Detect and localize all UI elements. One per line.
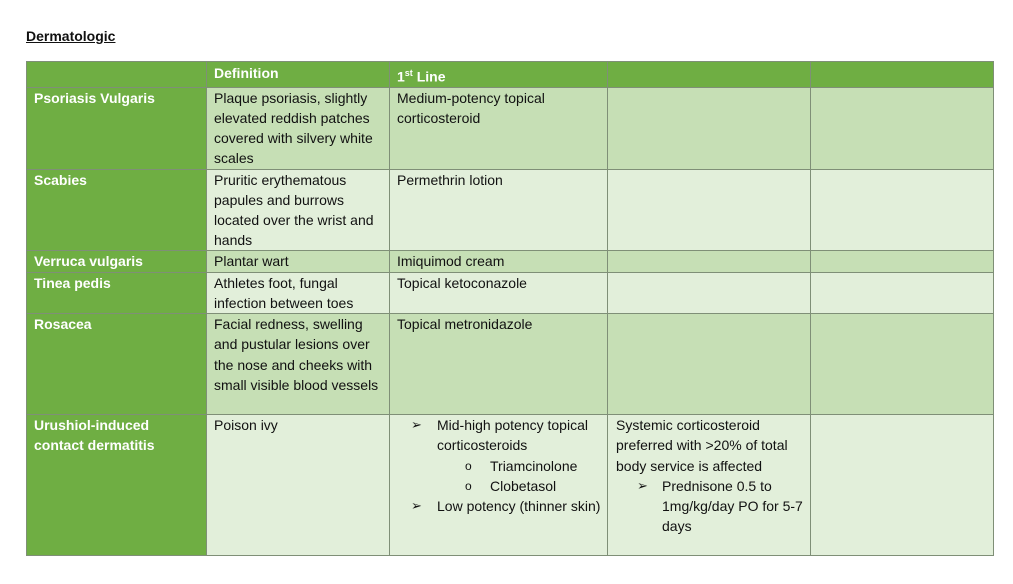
definition-cell: Facial redness, swelling and pustular lesions over the nose and cheeks with small visible blood vessels <box>207 314 390 415</box>
first-line-cell: Medium-potency topical corticosteroid <box>390 87 608 169</box>
systemic-text: Systemic corticosteroid preferred with >20% of total body service is affected <box>616 417 788 474</box>
empty-cell <box>608 169 811 251</box>
empty-cell <box>811 415 994 556</box>
definition-cell: Plaque psoriasis, slightly elevated reddish patches covered with silvery white scales <box>207 87 390 169</box>
list-item: ➢ Low potency (thinner skin) <box>390 496 603 516</box>
dermatologic-table <box>26 61 994 556</box>
table-row <box>27 415 994 556</box>
table-row <box>27 251 994 272</box>
first-line-cell: Topical metronidazole <box>390 314 608 415</box>
empty-cell <box>811 272 994 313</box>
empty-cell <box>811 314 994 415</box>
section-heading: Dermatologic <box>26 28 116 44</box>
systemic-cell <box>608 415 811 556</box>
first-line-cell: Permethrin lotion <box>390 169 608 251</box>
table-header-row <box>27 62 994 88</box>
header-first-line <box>390 62 608 88</box>
empty-cell <box>811 251 994 272</box>
row-name: Scabies <box>27 169 207 251</box>
first-line-cell <box>390 415 608 556</box>
row-name: Urushiol-induced contact dermatitis <box>27 415 207 556</box>
table-row <box>27 87 994 169</box>
table-row <box>27 314 994 415</box>
definition-cell: Plantar wart <box>207 251 390 272</box>
header-first-line-rest: Line <box>412 68 446 85</box>
table-row <box>27 169 994 251</box>
header-empty-4 <box>811 62 994 88</box>
row-name: Verruca vulgaris <box>27 251 207 272</box>
sub-list-item: o Triamcinolone <box>390 456 603 476</box>
first-line-cell: Imiquimod cream <box>390 251 608 272</box>
empty-cell <box>811 87 994 169</box>
header-first-line-sup: st <box>404 68 413 78</box>
empty-cell <box>608 87 811 169</box>
header-empty-3 <box>608 62 811 88</box>
first-line-list <box>390 415 603 516</box>
empty-cell <box>608 314 811 415</box>
list-item: ➢ Mid-high potency topical corticosteroids <box>390 415 603 455</box>
sub-list-item: o Clobetasol <box>390 476 603 496</box>
empty-cell <box>811 169 994 251</box>
empty-cell <box>608 251 811 272</box>
row-name: Tinea pedis <box>27 272 207 313</box>
header-definition: Definition <box>207 62 390 88</box>
header-blank <box>27 62 207 88</box>
definition-cell: Athletes foot, fungal infection between toes <box>207 272 390 313</box>
row-name: Rosacea <box>27 314 207 415</box>
table-row <box>27 272 994 313</box>
list-item: ➢ Prednisone 0.5 to 1mg/kg/day PO for 5-7 days <box>615 476 803 537</box>
header-first-line-base: 1 <box>397 68 405 85</box>
definition-cell: Poison ivy <box>207 415 390 556</box>
empty-cell <box>608 272 811 313</box>
row-name: Psoriasis Vulgaris <box>27 87 207 169</box>
first-line-cell: Topical ketoconazole <box>390 272 608 313</box>
definition-cell: Pruritic erythematous papules and burrows located over the wrist and hands <box>207 169 390 251</box>
